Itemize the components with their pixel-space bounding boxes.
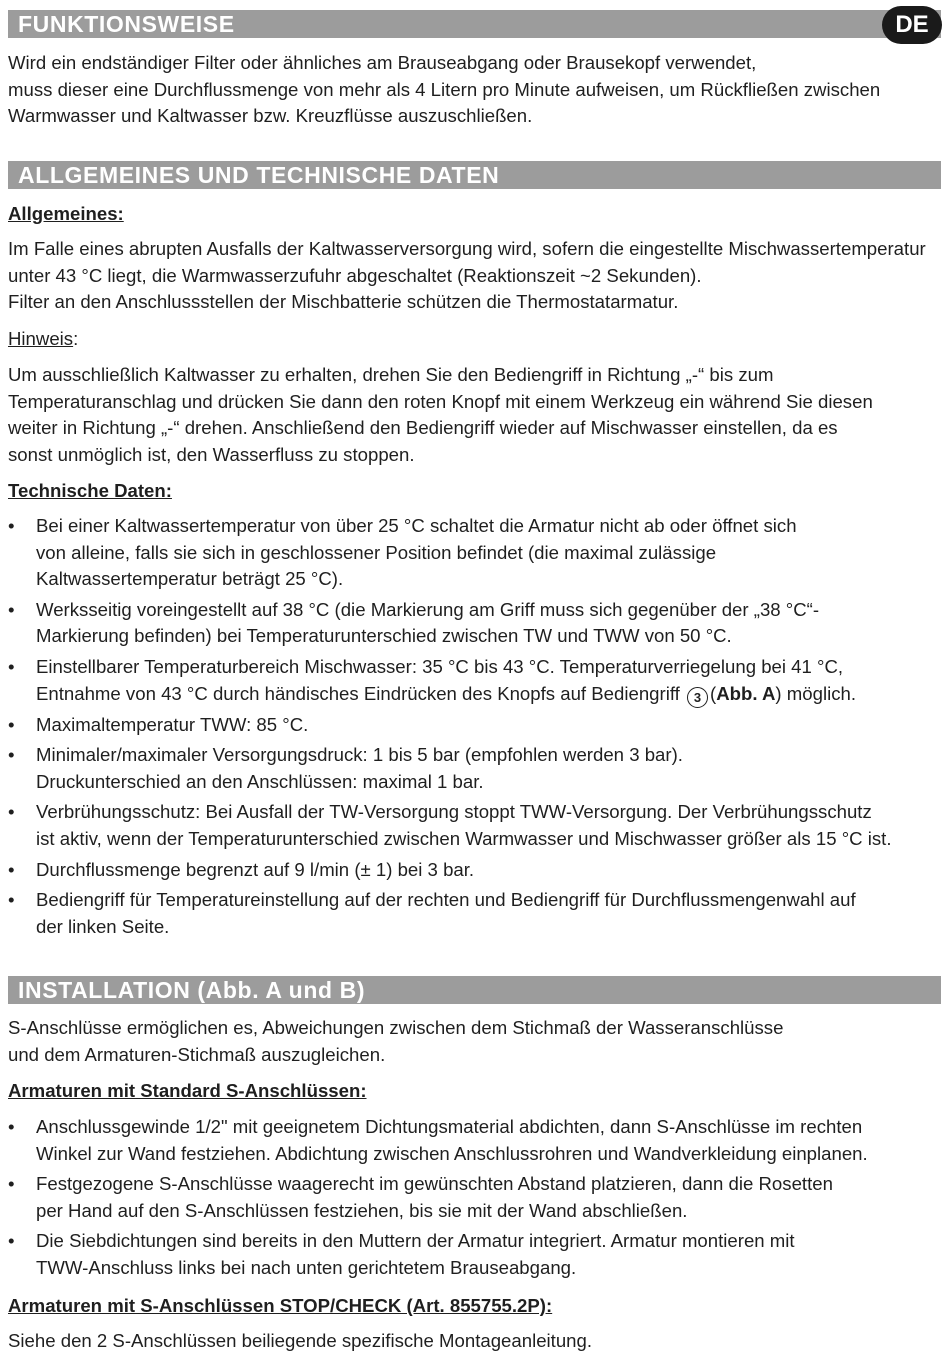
text-line: Wird ein endständiger Filter oder ähnliches am Brauseabgang oder Brausekopf verwendet, bbox=[8, 52, 757, 73]
list-item: • Werksseitig voreingestellt auf 38 °C (die Markierung am Griff muss sich gegenüber der „38 °C“- Markierung befinden) bei Temperaturunterschied zwischen TW und TWW von 50 °C. bbox=[8, 597, 943, 650]
text-line: Um ausschließlich Kaltwasser zu erhalten, drehen Sie den Bediengriff in Richtung „-“ bis zum bbox=[8, 364, 774, 385]
stop-check-text: Siehe den 2 S-Anschlüssen beiliegende spezifische Montageanleitung. bbox=[8, 1330, 593, 1351]
list-item: • Die Siebdichtungen sind bereits in den Muttern der Armatur integriert. Armatur montieren mit TWW-Anschluss links bei nach unten gerichtetem Brauseabgang. bbox=[8, 1228, 943, 1281]
callout-number-icon: 3 bbox=[687, 687, 708, 708]
list-item: • Einstellbarer Temperaturbereich Mischwasser: 35 °C bis 43 °C. Temperaturverriegelung bei 41 °C, Entnahme von 43 °C durch händisches Eindrücken des Knopfs auf Bediengriff 3 (Abb. A) möglich. bbox=[8, 654, 943, 708]
allgemeines-paragraph bbox=[8, 236, 943, 316]
figure-reference: Abb. A bbox=[716, 682, 776, 704]
hint-heading bbox=[8, 326, 943, 353]
installation-list bbox=[8, 1114, 943, 1282]
section-header-installation: INSTALLATION (Abb. A und B) bbox=[8, 976, 941, 1004]
text-line: Im Falle eines abrupten Ausfalls der Kaltwasserversorgung wird, sofern die eingestellte Mischwassertemperatur bbox=[8, 238, 926, 259]
list-item: • Maximaltemperatur TWW: 85 °C. bbox=[8, 712, 943, 739]
section-header-funktionsweise: FUNKTIONSWEISE bbox=[8, 10, 941, 38]
list-item: • Minimaler/maximaler Versorgungsdruck: 1 bis 5 bar (empfohlen werden 3 bar). Druckunterschied an den Anschlüssen: maximal 1 bar. bbox=[8, 742, 943, 795]
list-item: • Verbrühungsschutz: Bei Ausfall der TW-Versorgung stoppt TWW-Versorgung. Der Verbrühungsschutz ist aktiv, wenn der Temperaturunterschied zwischen Warmwasser und Mischwasser größer als 15 °C ist. bbox=[8, 799, 943, 852]
subhead-technische-daten: Technische Daten: bbox=[8, 480, 172, 501]
list-item: • Bediengriff für Temperatureinstellung auf der rechten und Bediengriff für Durchflussmengenwahl auf der linken Seite. bbox=[8, 887, 943, 940]
text-line: Filter an den Anschlussstellen der Mischbatterie schützen die Thermostatarmatur. bbox=[8, 291, 679, 313]
text-line: muss dieser eine Durchflussmenge von mehr als 4 Litern pro Minute aufweisen, um Rückfließen zwischen bbox=[8, 78, 881, 100]
tech-data-list bbox=[8, 513, 943, 940]
text-line: unter 43 °C liegt, die Warmwasserzufuhr abgeschaltet (Reaktionszeit ~2 Sekunden). bbox=[8, 264, 702, 286]
installation-intro bbox=[8, 1015, 943, 1068]
list-item: • Bei einer Kaltwassertemperatur von über 25 °C schaltet die Armatur nicht ab oder öffnet sich von alleine, falls sie sich in geschlossener Position befindet (die maximal zulässige Kaltwassertemperatur beträgt 25 °C). bbox=[8, 513, 943, 593]
language-badge: DE bbox=[882, 6, 942, 44]
section-header-allgemeines: ALLGEMEINES UND TECHNISCHE DATEN bbox=[8, 161, 941, 189]
text-line: weiter in Richtung „-“ drehen. Anschließend den Bediengriff wieder auf Mischwasser einstellen, da es bbox=[8, 417, 838, 439]
subhead-stop-check: Armaturen mit S-Anschlüssen STOP/CHECK (Art. 855755.2P): bbox=[8, 1295, 553, 1316]
text-line: Temperaturanschlag und drücken Sie dann den roten Knopf mit einem Werkzeug ein während Sie diesen bbox=[8, 390, 873, 412]
text-line: und dem Armaturen-Stichmaß auszugleichen. bbox=[8, 1043, 386, 1065]
list-item: • Durchflussmenge begrenzt auf 9 l/min (± 1) bei 3 bar. bbox=[8, 857, 943, 884]
subhead-standard-s-anschluesse: Armaturen mit Standard S-Anschlüssen: bbox=[8, 1080, 367, 1101]
hint-label: Hinweis bbox=[8, 328, 74, 349]
subhead-allgemeines: Allgemeines: bbox=[8, 203, 124, 224]
list-item: • Anschlussgewinde 1/2" mit geeignetem Dichtungsmaterial abdichten, dann S-Anschlüsse im rechten Winkel zur Wand festziehen. Abdichtung zwischen Anschlussrohren und Wandverkleidung einplanen. bbox=[8, 1114, 943, 1167]
text-line: S-Anschlüsse ermöglichen es, Abweichungen zwischen dem Stichmaß der Wasseranschlüsse bbox=[8, 1017, 784, 1038]
hint-paragraph bbox=[8, 362, 943, 468]
hint-colon: : bbox=[73, 328, 79, 349]
list-item: • Festgezogene S-Anschlüsse waagerecht im gewünschten Abstand platzieren, dann die Rosetten per Hand auf den S-Anschlüssen festziehen, bis sie mit der Wand abschließen. bbox=[8, 1171, 943, 1224]
text-line: sonst unmöglich ist, den Wasserfluss zu stoppen. bbox=[8, 443, 415, 465]
funktionsweise-text bbox=[8, 50, 943, 130]
text-line: Warmwasser und Kaltwasser bzw. Kreuzflüsse auszuschließen. bbox=[8, 105, 533, 127]
